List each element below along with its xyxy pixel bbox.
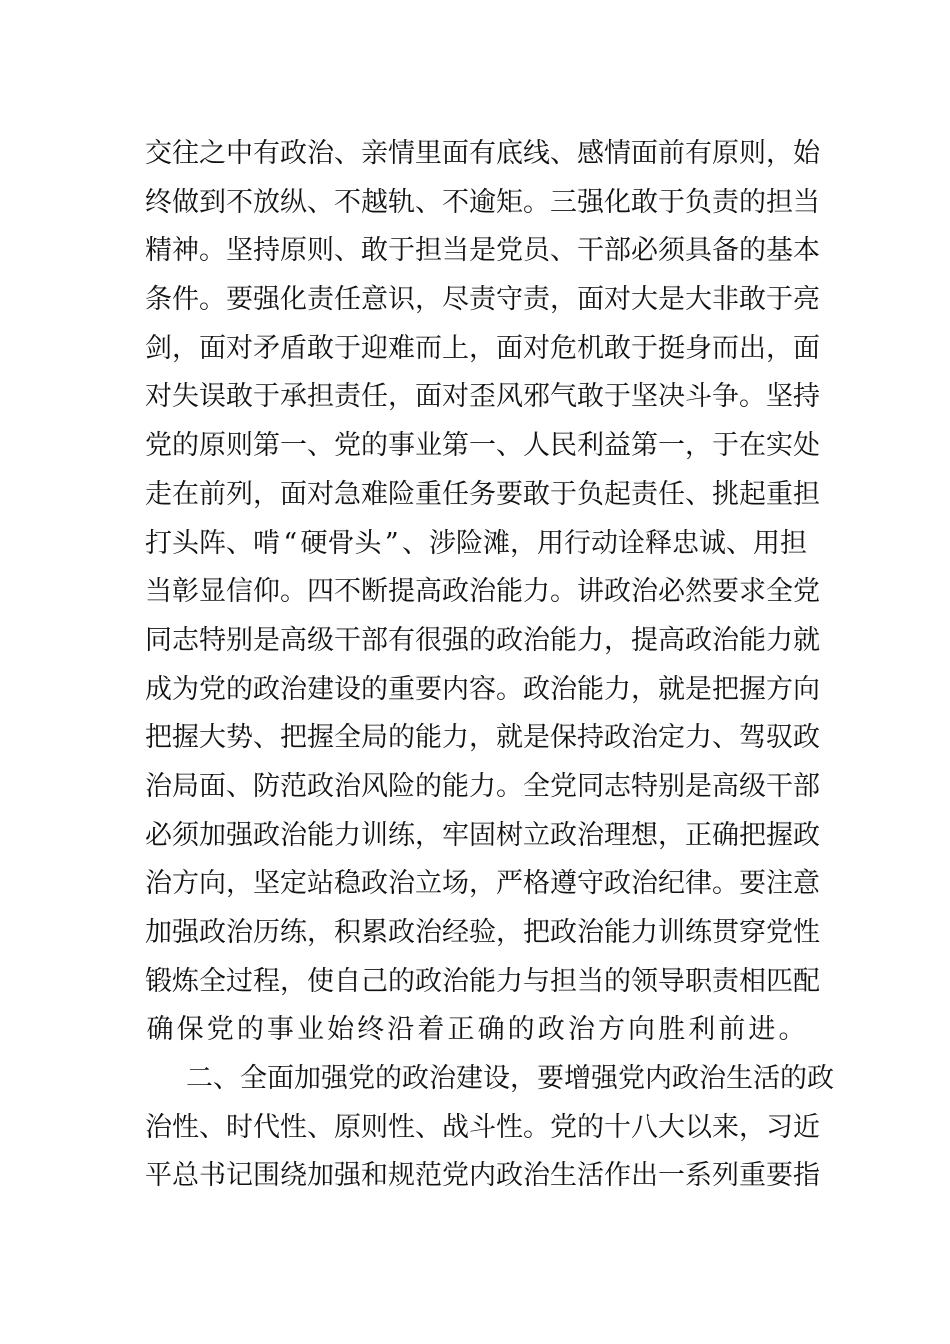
text-line: 党 的 原 则 第 一 、 党 的 事 业 第 一 、 人 民 利 益 第 一 ， 于 在 实 处: [145, 430, 820, 462]
text-line: 治 方 向 ， 坚 定 站 稳 政 治 立 场 ， 严 格 遵 守 政 治 纪 律 。 要 注 意: [145, 868, 820, 900]
text-line: 剑 ， 面 对 矛 盾 敢 于 迎 难 而 上 ， 面 对 危 机 敢 于 挺 身 而 出 ， 面: [145, 332, 820, 364]
text-line: 锻 炼 全 过 程 ， 使 自 己 的 政 治 能 力 与 担 当 的 领 导 职 责 相 匹 配: [145, 965, 820, 997]
text-line: 平 总 书 记 围 绕 加 强 和 规 范 党 内 政 治 生 活 作 出 一 系 列 重 要 指: [145, 1160, 820, 1192]
document-body: [145, 130, 834, 1201]
text-line: 加 强 政 治 历 练 ， 积 累 政 治 经 验 ， 把 政 治 能 力 训 练 贯 穿 党 性: [145, 917, 820, 948]
text-line: 当 彰 显 信 仰 。 四 不 断 提 高 政 治 能 力 。 讲 政 治 必 然 要 求 全 党: [145, 576, 820, 608]
text-line: 终 做 到 不 放 纵 、 不 越 轨 、 不 逾 矩 。 三 强 化 敢 于 负 责 的 担 当: [145, 186, 820, 218]
text-line: 精 神 。 坚 持 原 则 、 敢 于 担 当 是 党 员 、 干 部 必 须 具 备 的 基 本: [145, 235, 820, 267]
text-line: 把 握 大 势 、 把 握 全 局 的 能 力 ， 就 是 保 持 政 治 定 力 、 驾 驭 政: [145, 722, 820, 754]
text-line: 走 在 前 列 ， 面 对 急 难 险 重 任 务 要 敢 于 负 起 责 任 、 挑 起 重 担: [145, 478, 820, 510]
text-line: 确 保 党 的 事 业 始 终 沿 着 正 确 的 政 治 方 向 胜 利 前 进 。: [146, 1014, 806, 1046]
text-line: 打 头 阵 、 啃 “ 硬 骨 头 ” 、 涉 险 滩 ， 用 行 动 诠 释 忠 诚 、 用 担: [145, 527, 807, 559]
text-line: 治 局 面 、 防 范 政 治 风 险 的 能 力 。 全 党 同 志 特 别 是 高 级 干 部: [145, 770, 820, 802]
text-line: 治 性 、 时 代 性 、 原 则 性 、 战 斗 性 。 党 的 十 八 大 以 来 ， 习 近: [145, 1111, 820, 1143]
text-line: 必 须 加 强 政 治 能 力 训 练 ， 牢 固 树 立 政 治 理 想 ， 正 确 把 握 政: [145, 819, 820, 851]
paragraph-heading-line: 二 、 全 面 加 强 党 的 政 治 建 设 ， 要 增 强 党 内 政 治 生 活 的 政: [186, 1063, 834, 1095]
text-line: 对 失 误 敢 于 承 担 责 任 ， 面 对 歪 风 邪 气 敢 于 坚 决 斗 争 。 坚 持: [145, 381, 820, 413]
text-line: 交 往 之 中 有 政 治 、 亲 情 里 面 有 底 线 、 感 情 面 前 有 原 则 ， 始: [145, 138, 820, 169]
text-line: 条 件 。 要 强 化 责 任 意 识 ， 尽 责 守 责 ， 面 对 大 是 大 非 敢 于 亮: [145, 284, 820, 316]
text-line: 成 为 党 的 政 治 建 设 的 重 要 内 容 。 政 治 能 力 ， 就 是 把 握 方 向: [145, 673, 820, 705]
text-line: 同 志 特 别 是 高 级 干 部 有 很 强 的 政 治 能 力 ， 提 高 政 治 能 力 就: [145, 624, 820, 656]
